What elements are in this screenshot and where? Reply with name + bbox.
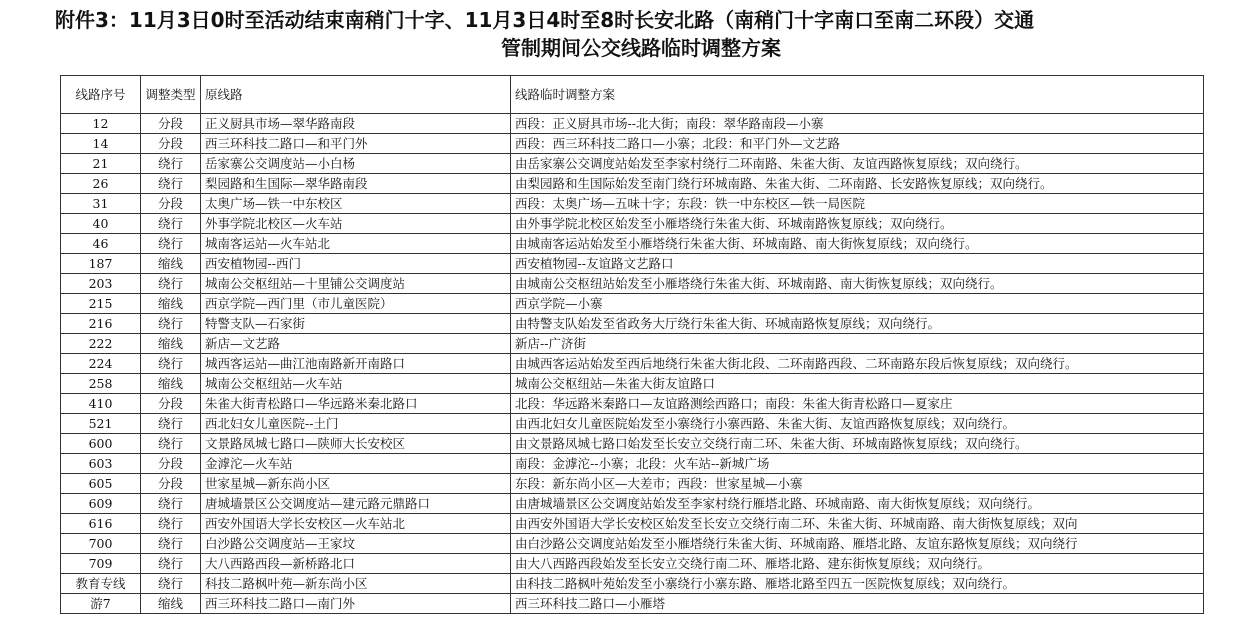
cell-adjust-type: 绕行 [141, 174, 201, 194]
cell-temporary-plan: 西段：西三环科技二路口—小寨；北段：和平门外—文艺路 [511, 134, 1204, 154]
cell-temporary-plan: 由梨园路和生国际始发至南门绕行环城南路、朱雀大街、二环南路、长安路恢复原线；双向绕行。 [511, 174, 1204, 194]
cell-original-route: 城南公交枢纽站—十里铺公交调度站 [201, 274, 511, 294]
cell-temporary-plan: 西段：正义厨具市场--北大街；南段：翠华路南段—小寨 [511, 114, 1204, 134]
table-row [61, 514, 1204, 534]
cell-temporary-plan: 由科技二路枫叶苑始发至小寨绕行小寨东路、雁塔北路至四五一医院恢复原线；双向绕行。 [511, 574, 1204, 594]
cell-original-route: 城西客运站—曲江池南路新开南路口 [201, 354, 511, 374]
table-row [61, 454, 1204, 474]
cell-adjust-type: 分段 [141, 474, 201, 494]
cell-adjust-type: 分段 [141, 114, 201, 134]
cell-adjust-type: 绕行 [141, 354, 201, 374]
cell-temporary-plan: 由大八西路西段始发至长安立交绕行南二环、雁塔北路、建东街恢复原线；双向绕行。 [511, 554, 1204, 574]
cell-route-no: 410 [61, 394, 141, 414]
cell-adjust-type: 绕行 [141, 214, 201, 234]
cell-route-no: 603 [61, 454, 141, 474]
table-row [61, 114, 1204, 134]
table-row [61, 214, 1204, 234]
cell-adjust-type: 缩线 [141, 334, 201, 354]
cell-route-no: 12 [61, 114, 141, 134]
cell-temporary-plan: 由城南公交枢纽站始发至小雁塔绕行朱雀大街、环城南路、南大街恢复原线；双向绕行。 [511, 274, 1204, 294]
route-adjustment-table [60, 75, 1204, 614]
table-row [61, 294, 1204, 314]
table-row [61, 434, 1204, 454]
cell-temporary-plan: 由城西客运站始发至西后地绕行朱雀大街北段、二环南路西段、二环南路东段后恢复原线；双向绕行。 [511, 354, 1204, 374]
table-row [61, 254, 1204, 274]
cell-adjust-type: 绕行 [141, 534, 201, 554]
cell-original-route: 朱雀大街青松路口—华远路米秦北路口 [201, 394, 511, 414]
table-row [61, 474, 1204, 494]
cell-route-no: 26 [61, 174, 141, 194]
cell-route-no: 600 [61, 434, 141, 454]
cell-original-route: 西三环科技二路口—和平门外 [201, 134, 511, 154]
cell-adjust-type: 绕行 [141, 554, 201, 574]
cell-route-no: 521 [61, 414, 141, 434]
cell-original-route: 正义厨具市场—翠华路南段 [201, 114, 511, 134]
cell-route-no: 605 [61, 474, 141, 494]
cell-original-route: 西北妇女儿童医院--土门 [201, 414, 511, 434]
cell-original-route: 西京学院—西门里（市儿童医院） [201, 294, 511, 314]
header-adjust-type: 调整类型 [141, 76, 201, 114]
cell-route-no: 700 [61, 534, 141, 554]
cell-temporary-plan: 由文景路凤城七路口始发至长安立交绕行南二环、朱雀大街、环城南路恢复原线；双向绕行。 [511, 434, 1204, 454]
table-row [61, 594, 1204, 614]
cell-original-route: 城南公交枢纽站—火车站 [201, 374, 511, 394]
cell-route-no: 187 [61, 254, 141, 274]
cell-adjust-type: 分段 [141, 394, 201, 414]
table-row [61, 494, 1204, 514]
cell-temporary-plan: 由城南客运站始发至小雁塔绕行朱雀大街、环城南路、南大街恢复原线；双向绕行。 [511, 234, 1204, 254]
cell-original-route: 新店—文艺路 [201, 334, 511, 354]
cell-original-route: 城南客运站—火车站北 [201, 234, 511, 254]
table-row [61, 234, 1204, 254]
cell-temporary-plan: 由西安外国语大学长安校区始发至长安立交绕行南二环、朱雀大街、环城南路、南大街恢复原线；双向 [511, 514, 1204, 534]
cell-route-no: 222 [61, 334, 141, 354]
table-row [61, 414, 1204, 434]
table-row [61, 194, 1204, 214]
cell-temporary-plan: 新店--广济街 [511, 334, 1204, 354]
cell-original-route: 外事学院北校区—火车站 [201, 214, 511, 234]
cell-temporary-plan: 由岳家寨公交调度站始发至李家村绕行二环南路、朱雀大街、友谊西路恢复原线；双向绕行。 [511, 154, 1204, 174]
cell-adjust-type: 绕行 [141, 514, 201, 534]
cell-temporary-plan: 南段：金滹沱--小寨；北段：火车站--新城广场 [511, 454, 1204, 474]
cell-temporary-plan: 西京学院—小寨 [511, 294, 1204, 314]
cell-original-route: 西安植物园--西门 [201, 254, 511, 274]
title-line-2: 管制期间公交线路临时调整方案 [501, 36, 781, 60]
cell-original-route: 大八西路西段—新桥路北口 [201, 554, 511, 574]
cell-temporary-plan: 西三环科技二路口—小雁塔 [511, 594, 1204, 614]
cell-temporary-plan: 由白沙路公交调度站始发至小雁塔绕行朱雀大街、环城南路、雁塔北路、友谊东路恢复原线；双向绕行 [511, 534, 1204, 554]
cell-original-route: 金滹沱—火车站 [201, 454, 511, 474]
cell-temporary-plan: 东段：新东尚小区—大差市；西段：世家星城—小寨 [511, 474, 1204, 494]
cell-adjust-type: 绕行 [141, 274, 201, 294]
cell-route-no: 616 [61, 514, 141, 534]
cell-route-no: 14 [61, 134, 141, 154]
cell-adjust-type: 缩线 [141, 294, 201, 314]
table-row [61, 554, 1204, 574]
cell-route-no: 21 [61, 154, 141, 174]
title-line-1: 附件3：11月3日0时至活动结束南稍门十字、11月3日4时至8时长安北路（南稍门十字南口至南二环段）交通 [55, 8, 1035, 32]
table-row [61, 574, 1204, 594]
cell-original-route: 梨园路和生国际—翠华路南段 [201, 174, 511, 194]
table-row [61, 394, 1204, 414]
cell-temporary-plan: 由唐城墙景区公交调度站始发至李家村绕行雁塔北路、环城南路、南大街恢复原线；双向绕行。 [511, 494, 1204, 514]
cell-route-no: 709 [61, 554, 141, 574]
cell-temporary-plan: 由西北妇女儿童医院始发至小寨绕行小寨西路、朱雀大街、友谊西路恢复原线；双向绕行。 [511, 414, 1204, 434]
cell-route-no: 203 [61, 274, 141, 294]
table-row [61, 314, 1204, 334]
cell-route-no: 609 [61, 494, 141, 514]
cell-adjust-type: 绕行 [141, 494, 201, 514]
header-original-route: 原线路 [201, 76, 511, 114]
cell-adjust-type: 分段 [141, 134, 201, 154]
cell-original-route: 西安外国语大学长安校区—火车站北 [201, 514, 511, 534]
cell-adjust-type: 分段 [141, 454, 201, 474]
cell-original-route: 文景路凤城七路口—陕师大长安校区 [201, 434, 511, 454]
cell-temporary-plan: 由特警支队始发至省政务大厅绕行朱雀大街、环城南路恢复原线；双向绕行。 [511, 314, 1204, 334]
cell-adjust-type: 缩线 [141, 594, 201, 614]
cell-adjust-type: 绕行 [141, 414, 201, 434]
cell-adjust-type: 绕行 [141, 314, 201, 334]
cell-original-route: 岳家寨公交调度站—小白杨 [201, 154, 511, 174]
table-row [61, 534, 1204, 554]
header-temporary-plan: 线路临时调整方案 [511, 76, 1204, 114]
header-route-no: 线路序号 [61, 76, 141, 114]
cell-adjust-type: 绕行 [141, 434, 201, 454]
table-row [61, 374, 1204, 394]
table-row [61, 134, 1204, 154]
cell-route-no: 40 [61, 214, 141, 234]
cell-temporary-plan: 西段：太奥广场—五味十字；东段：铁一中东校区—铁一局医院 [511, 194, 1204, 214]
table-row [61, 274, 1204, 294]
cell-original-route: 特警支队—石家街 [201, 314, 511, 334]
cell-temporary-plan: 城南公交枢纽站—朱雀大街友谊路口 [511, 374, 1204, 394]
cell-adjust-type: 分段 [141, 194, 201, 214]
document-title [55, 6, 1215, 62]
cell-adjust-type: 绕行 [141, 574, 201, 594]
cell-adjust-type: 绕行 [141, 234, 201, 254]
table-header-row [61, 76, 1204, 114]
cell-route-no: 31 [61, 194, 141, 214]
table-body [61, 76, 1204, 614]
cell-adjust-type: 绕行 [141, 154, 201, 174]
cell-temporary-plan: 由外事学院北校区始发至小雁塔绕行朱雀大街、环城南路恢复原线；双向绕行。 [511, 214, 1204, 234]
table-row [61, 354, 1204, 374]
cell-temporary-plan: 北段：华远路米秦路口—友谊路测绘西路口；南段：朱雀大街青松路口—夏家庄 [511, 394, 1204, 414]
cell-adjust-type: 缩线 [141, 374, 201, 394]
cell-route-no: 258 [61, 374, 141, 394]
cell-original-route: 白沙路公交调度站—王家坟 [201, 534, 511, 554]
cell-route-no: 教育专线 [61, 574, 141, 594]
cell-original-route: 科技二路枫叶苑—新东尚小区 [201, 574, 511, 594]
cell-route-no: 215 [61, 294, 141, 314]
cell-route-no: 游7 [61, 594, 141, 614]
cell-route-no: 216 [61, 314, 141, 334]
cell-original-route: 太奥广场—铁一中东校区 [201, 194, 511, 214]
cell-original-route: 唐城墙景区公交调度站—建元路元鼎路口 [201, 494, 511, 514]
cell-route-no: 224 [61, 354, 141, 374]
table-row [61, 154, 1204, 174]
table-row [61, 334, 1204, 354]
cell-temporary-plan: 西安植物园--友谊路文艺路口 [511, 254, 1204, 274]
cell-original-route: 西三环科技二路口—南门外 [201, 594, 511, 614]
table-row [61, 174, 1204, 194]
cell-adjust-type: 缩线 [141, 254, 201, 274]
cell-route-no: 46 [61, 234, 141, 254]
cell-original-route: 世家星城—新东尚小区 [201, 474, 511, 494]
